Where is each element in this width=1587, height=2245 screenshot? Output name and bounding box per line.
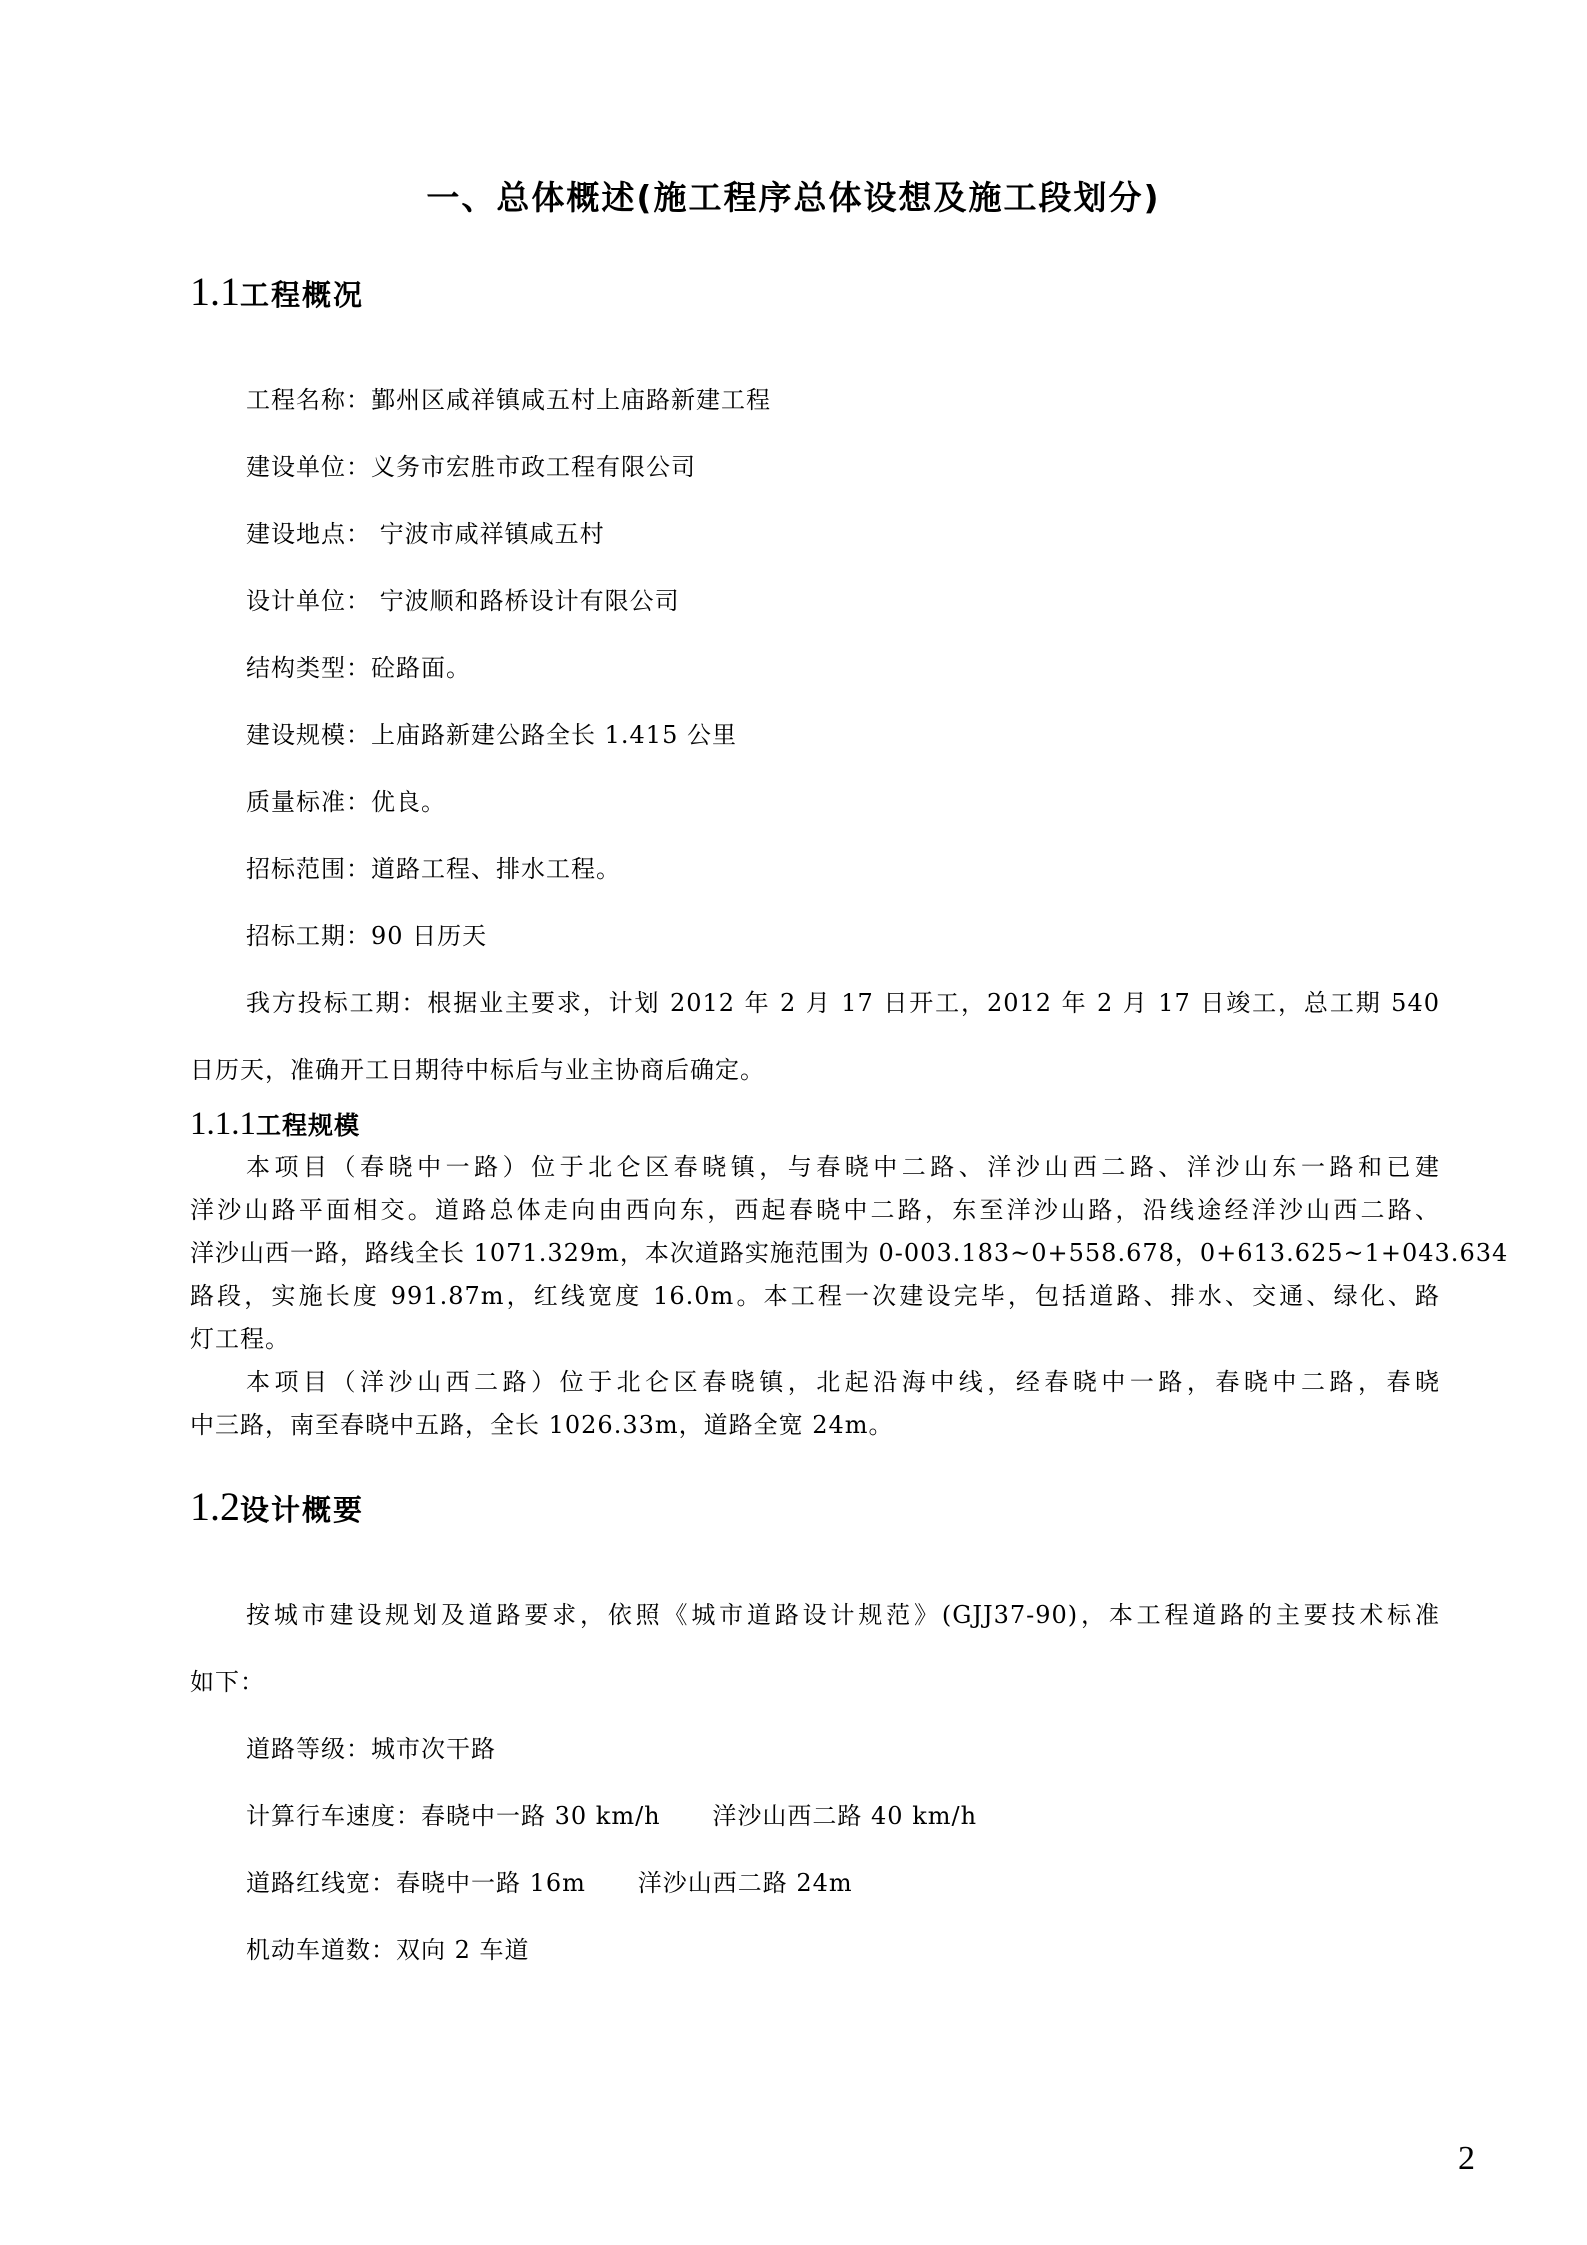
scale-paragraph-line: 本项目（洋沙山西二路）位于北仑区春晓镇，北起沿海中线，经春晓中一路，春晓中二路，春晓	[246, 1368, 1440, 1396]
scale-paragraph-line: 路段，实施长度 991.87m，红线宽度 16.0m。本工程一次建设完毕，包括道路、排水、交通、绿化、路	[190, 1282, 1440, 1310]
schedule-line: 我方投标工期：根据业主要求，计划 2012 年 2 月 17 日开工，2012 年 2 月 17 日竣工，总工期 540	[246, 989, 1440, 1017]
design-line: 如下：	[190, 1668, 265, 1696]
scale-paragraph-line: 灯工程。	[190, 1325, 290, 1353]
section-heading-1-1	[190, 268, 364, 315]
scale-paragraph-line: 中三路，南至春晓中五路，全长 1026.33m，道路全宽 24m。	[190, 1411, 894, 1439]
overview-project-name: 工程名称：鄞州区咸祥镇咸五村上庙路新建工程	[246, 386, 771, 414]
section-title: 工程概况	[240, 278, 365, 312]
standard-road-grade: 道路等级：城市次干路	[246, 1735, 496, 1763]
overview-location: 建设地点： 宁波市咸祥镇咸五村	[246, 520, 605, 548]
section-number: 1.1.1	[190, 1106, 256, 1142]
section-heading-1-2	[190, 1483, 364, 1530]
section-heading-1-1-1	[190, 1106, 360, 1143]
overview-scale: 建设规模：上庙路新建公路全长 1.415 公里	[246, 721, 737, 749]
design-line: 按城市建设规划及道路要求，依照《城市道路设计规范》(GJJ37-90)，本工程道路的主要技术标准	[246, 1601, 1440, 1629]
overview-bid-period: 招标工期：90 日历天	[246, 922, 488, 950]
scale-paragraph-line: 洋沙山西一路，路线全长 1071.329m，本次道路实施范围为 0-003.183~0+558.678，0+613.625~1+043.634	[190, 1239, 1509, 1267]
section-title: 工程规模	[256, 1111, 361, 1140]
standard-red-line-width: 道路红线宽：春晓中一路 16m 洋沙山西二路 24m	[246, 1869, 853, 1897]
scale-paragraph-line: 本项目（春晓中一路）位于北仑区春晓镇，与春晓中二路、洋沙山西二路、洋沙山东一路和已建	[246, 1153, 1440, 1181]
overview-structure: 结构类型：砼路面。	[246, 654, 471, 682]
standard-design-speed: 计算行车速度：春晓中一路 30 km/h 洋沙山西二路 40 km/h	[246, 1802, 978, 1830]
section-title: 设计概要	[240, 1493, 365, 1527]
scale-paragraph-line: 洋沙山路平面相交。道路总体走向由西向东，西起春晓中二路，东至洋沙山路，沿线途经洋沙山西二路、	[190, 1196, 1440, 1224]
overview-quality: 质量标准：优良。	[246, 788, 446, 816]
schedule-line: 日历天，准确开工日期待中标后与业主协商后确定。	[190, 1056, 765, 1084]
page-title: 一、总体概述(施工程序总体设想及施工段划分)	[426, 178, 1161, 217]
overview-bid-scope: 招标范围：道路工程、排水工程。	[246, 855, 621, 883]
overview-builder: 建设单位：义务市宏胜市政工程有限公司	[246, 453, 696, 481]
overview-designer: 设计单位： 宁波顺和路桥设计有限公司	[246, 587, 680, 615]
section-number: 1.1	[190, 269, 240, 314]
standard-lanes: 机动车道数：双向 2 车道	[246, 1936, 530, 1964]
page-number: 2	[1458, 2140, 1475, 2177]
section-number: 1.2	[190, 1484, 240, 1529]
